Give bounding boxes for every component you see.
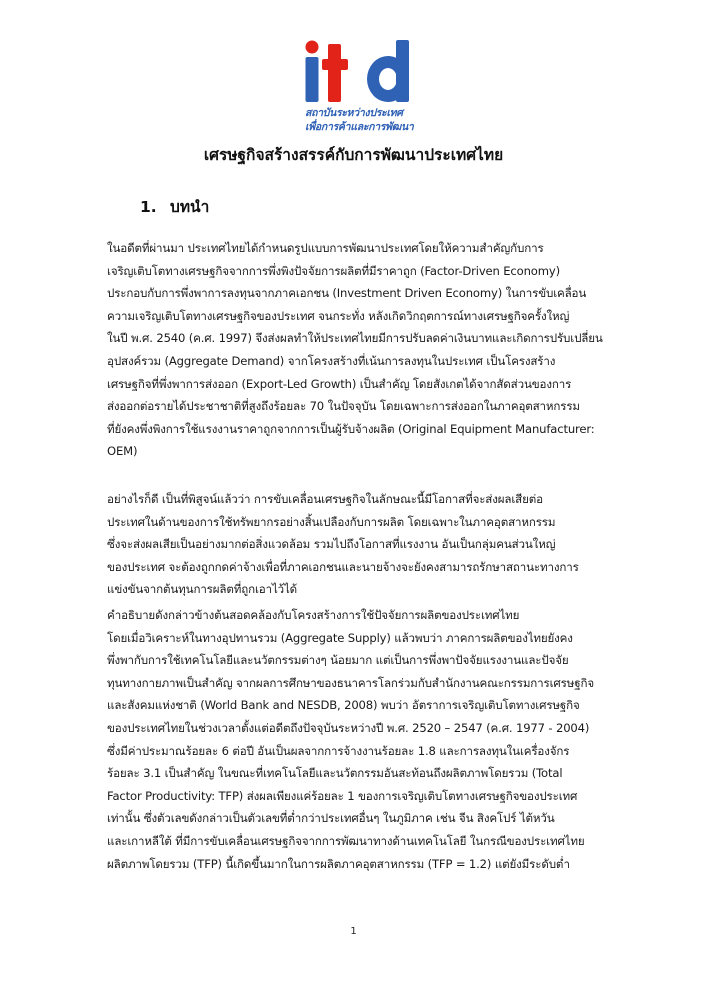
- paragraph-line: คำอธิบายดังกล่าวข้างต้นสอดคล้องกับโครงสร้างการใช้ปัจจัยการผลิตของประเทศไทย: [107, 608, 520, 622]
- paragraph-line: ทุนทางกายภาพเป็นสำคัญ จากผลการศึกษาของธนาคารโลกร่วมกับสำนักงานคณะกรรมการเศรษฐกิจ: [107, 675, 594, 690]
- paragraph-line: ประเทศในด้านของการใช้ทรัพยากรอย่างสิ้นเปลืองกับการผลิต โดยเฉพาะในภาคอุตสาหกรรม: [107, 514, 556, 529]
- paragraph-line: OEM): [107, 444, 138, 459]
- page-number: 1: [350, 926, 357, 937]
- paragraph-line: และเกาหลีใต้ ที่มีการขับเคลื่อนเศรษฐกิจจากการพัฒนาทางด้านเทคโนโลยี ในกรณีของประเทศไทย: [107, 833, 585, 848]
- document-title: เศรษฐกิจสร้างสรรค์กับการพัฒนาประเทศไทย: [203, 145, 504, 164]
- logo-t-bar: [322, 59, 348, 70]
- logo-t-stem: [328, 44, 341, 102]
- paragraph-line: เศรษฐกิจที่พึ่งพาการส่งออก (Export-Led Growth) เป็นสำคัญ โดยสังเกตได้จากสัดส่วนของการ: [107, 376, 572, 391]
- paragraph-line: ร้อยละ 3.1 เป็นสำคัญ ในขณะที่เทคโนโลยีและนวัตกรรมอันสะท้อนถึงผลิตภาพโดยรวม (Total: [107, 766, 563, 781]
- paragraph-line: อย่างไรก็ดี เป็นที่พิสูจน์แล้วว่า การขับเคลื่อนเศรษฐกิจในลักษณะนี้มีโอกาสที่จะส่งผลเสียต่อ: [107, 492, 543, 506]
- paragraph-line: พึ่งพากับการใช้เทคโนโลยีและนวัตกรรมต่างๆ น้อยมาก แต่เป็นการพึ่งพาปัจจัยแรงงานและปัจจัย: [107, 653, 569, 668]
- paragraph-line: ซึ่งมีค่าประมาณร้อยละ 6 ต่อปี อันเป็นผลจากการจ้างงานร้อยละ 1.8 และการลงทุนในเครื่องจักร: [107, 743, 570, 758]
- paragraph-line: ในอดีตที่ผ่านมา ประเทศไทยได้กำหนดรูปแบบการพัฒนาประเทศโดยให้ความสำคัญกับการ: [107, 241, 544, 255]
- paragraph-line: เจริญเติบโตทางเศรษฐกิจจากการพึ่งพิงปัจจัยการผลิตที่มีราคาถูก (Factor-Driven Economy): [107, 263, 560, 278]
- paragraph-line: อุปสงค์รวม (Aggregate Demand) จากโครงสร้างที่เน้นการลงทุนในประเทศ เป็นโครงสร้าง: [107, 353, 556, 368]
- logo-d-stem: [396, 40, 409, 102]
- paragraph-1: [107, 237, 613, 463]
- logo-tagline-2: เพื่อการค้าและการพัฒนา: [305, 121, 414, 133]
- paragraph-line: ในปี พ.ศ. 2540 (ค.ศ. 1997) จึงส่งผลทำให้ประเทศไทยมีการปรับลดค่าเงินบาทและเกิดการปรับเปลี่ยน: [107, 331, 603, 346]
- paragraph-line: ของประเทศไทยในช่วงเวลาตั้งแต่อดีตถึงปัจจุบันระหว่างปี พ.ศ. 2520 – 2547 (ค.ศ. 1977 - 2004): [107, 720, 590, 735]
- paragraph-line: ผลิตภาพโดยรวม (TFP) นี้เกิดขึ้นมากในการผลิตภาคอุตสาหกรรม (TFP = 1.2) แต่ยังมีระดับต่ำ: [107, 856, 570, 871]
- itd-wordmark-icon: [302, 40, 414, 104]
- paragraph-line: ที่ยังคงพึ่งพิงการใช้แรงงานราคาถูกจากการเป็นผู้รับจ้างผลิต (Original Equipment Manufacturer:: [107, 421, 595, 436]
- itd-logo: [298, 40, 424, 140]
- logo-i-dot: [306, 41, 319, 54]
- paragraph-line: ของประเทศ จะต้องถูกกดค่าจ้างเพื่อที่ภาคเอกชนและนายจ้างจะยังคงสามารถรักษาสถานะทางการ: [107, 559, 579, 574]
- paragraph-3: [107, 604, 613, 875]
- section-number: 1.: [140, 198, 157, 216]
- section-heading-text: บทนำ: [170, 198, 210, 216]
- paragraph-line: ประกอบกับการพึ่งพาการลงทุนจากภาคเอกชน (Investment Driven Economy) ในการขับเคลื่อน: [107, 286, 587, 301]
- paragraph-line: และสังคมแห่งชาติ (World Bank and NESDB, 2008) พบว่า อัตราการเจริญเติบโตทางเศรษฐกิจ: [107, 698, 580, 713]
- paragraph-line: แข่งขันจากต้นทุนการผลิตที่ถูกเอาไว้ได้: [107, 582, 298, 597]
- paragraph-line: เท่านั้น ซึ่งตัวเลขดังกล่าวเป็นตัวเลขที่ต่ำกว่าประเทศอื่นๆ ในภูมิภาค เช่น จีน สิงคโปร์ ไต้หวัน: [107, 811, 555, 826]
- paragraph-line: ซึ่งจะส่งผลเสียเป็นอย่างมากต่อสิ่งแวดล้อม รวมไปถึงโอกาสที่แรงงาน อันเป็นกลุ่มคนส่วนใหญ่: [107, 537, 556, 552]
- paragraph-2: [107, 488, 613, 601]
- paragraph-line: ความเจริญเติบโตทางเศรษฐกิจของประเทศ จนกระทั่ง หลังเกิดวิกฤตการณ์ทางเศรษฐกิจครั้งใหญ่: [107, 308, 570, 323]
- section-heading: [140, 195, 209, 219]
- logo-tagline-1: สถาบันระหว่างประเทศ: [305, 107, 403, 119]
- paragraph-line: โดยเมื่อวิเคราะห์ในทางอุปทานรวม (Aggregate Supply) แล้วพบว่า ภาคการผลิตของไทยยังคง: [107, 630, 573, 645]
- logo-i-stem: [306, 57, 319, 102]
- paragraph-line: ส่งออกต่อรายได้ประชาชาติที่สูงถึงร้อยละ 70 ในปัจจุบัน โดยเฉพาะการส่งออกในภาคอุตสาหกรรม: [107, 399, 580, 414]
- paragraph-line: Factor Productivity: TFP) ส่งผลเพียงแค่ร้อยละ 1 ของการเจริญเติบโตทางเศรษฐกิจของประเทศ: [107, 788, 578, 803]
